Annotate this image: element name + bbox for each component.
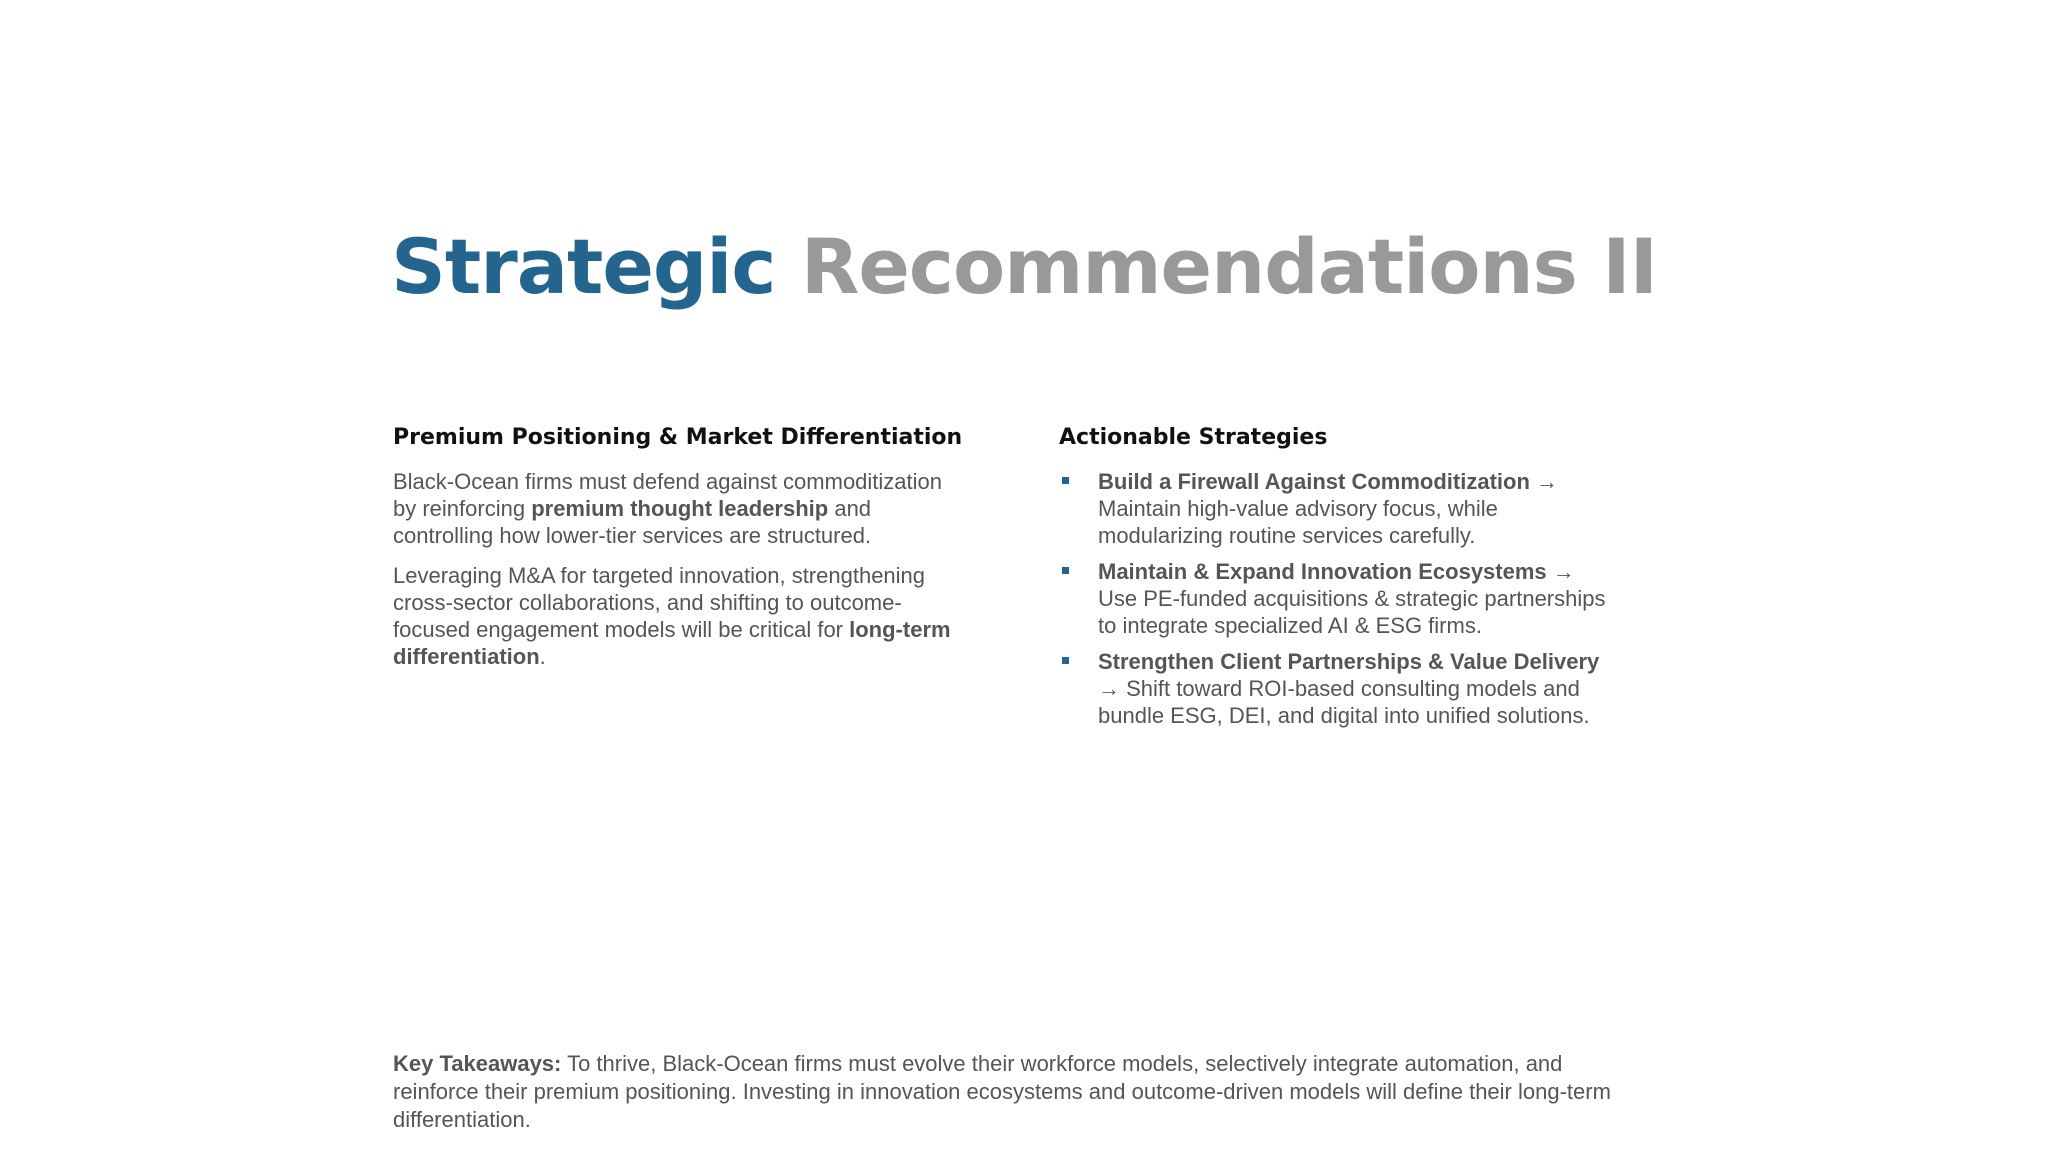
strategy-item-text: → Maintain high-value advisory focus, while modularizing routine services carefully. bbox=[1098, 469, 1559, 548]
strategy-item-title: Strengthen Client Partnerships & Value Delivery bbox=[1098, 649, 1600, 674]
left-paragraph-1-part-c: and controlling how lower-tier services are structured. bbox=[393, 496, 872, 548]
strategy-item-text: → Use PE-funded acquisitions & strategic partnerships to integrate specialized AI & ESG firms. bbox=[1098, 559, 1606, 638]
title-accent: Strategic bbox=[391, 222, 776, 311]
strategy-item-title: Build a Firewall Against Commoditization bbox=[1098, 469, 1530, 494]
left-heading: Premium Positioning & Market Differentiation bbox=[393, 425, 963, 450]
left-paragraph-2-bold: long-term differentiation bbox=[393, 617, 951, 669]
strategy-list bbox=[1059, 468, 1619, 729]
strategy-item bbox=[1059, 558, 1619, 639]
left-paragraph-1-bold: premium thought leadership bbox=[531, 496, 829, 521]
strategy-item-text: → Shift toward ROI-based consulting models and bundle ESG, DEI, and digital into unified solutions. bbox=[1098, 676, 1590, 728]
key-takeaways-text: To thrive, Black-Ocean firms must evolve their workforce models, selectively integrate automation, and reinforce their premium positioning. Investing in innovation ecosystems and outcome-driven models will define their long-term differentiation. bbox=[393, 1051, 1611, 1132]
key-takeaways bbox=[393, 1050, 1643, 1134]
left-paragraph-1 bbox=[393, 468, 963, 549]
square-bullet-icon bbox=[1062, 567, 1069, 574]
page-title bbox=[0, 222, 2048, 312]
key-takeaways-label: Key Takeaways: bbox=[393, 1051, 562, 1076]
right-column bbox=[1059, 420, 1619, 738]
right-heading: Actionable Strategies bbox=[1059, 425, 1328, 450]
left-paragraph-2-part-a: Leveraging M&A for targeted innovation, strengthening cross-sector collaborations, and shifting to outcome-focused engagement models will be critical for bbox=[393, 563, 926, 642]
title-rest: Recommendations II bbox=[800, 222, 1657, 311]
strategy-item bbox=[1059, 648, 1619, 729]
left-paragraph-1-part-a: Black-Ocean firms must defend against commoditization by reinforcing bbox=[393, 469, 943, 521]
strategy-item-title: Maintain & Expand Innovation Ecosystems bbox=[1098, 559, 1547, 584]
strategy-item bbox=[1059, 468, 1619, 549]
left-column bbox=[393, 420, 963, 683]
square-bullet-icon bbox=[1062, 477, 1069, 484]
square-bullet-icon bbox=[1062, 657, 1069, 664]
left-paragraph-2 bbox=[393, 562, 963, 670]
left-paragraph-2-part-c: . bbox=[539, 644, 546, 669]
